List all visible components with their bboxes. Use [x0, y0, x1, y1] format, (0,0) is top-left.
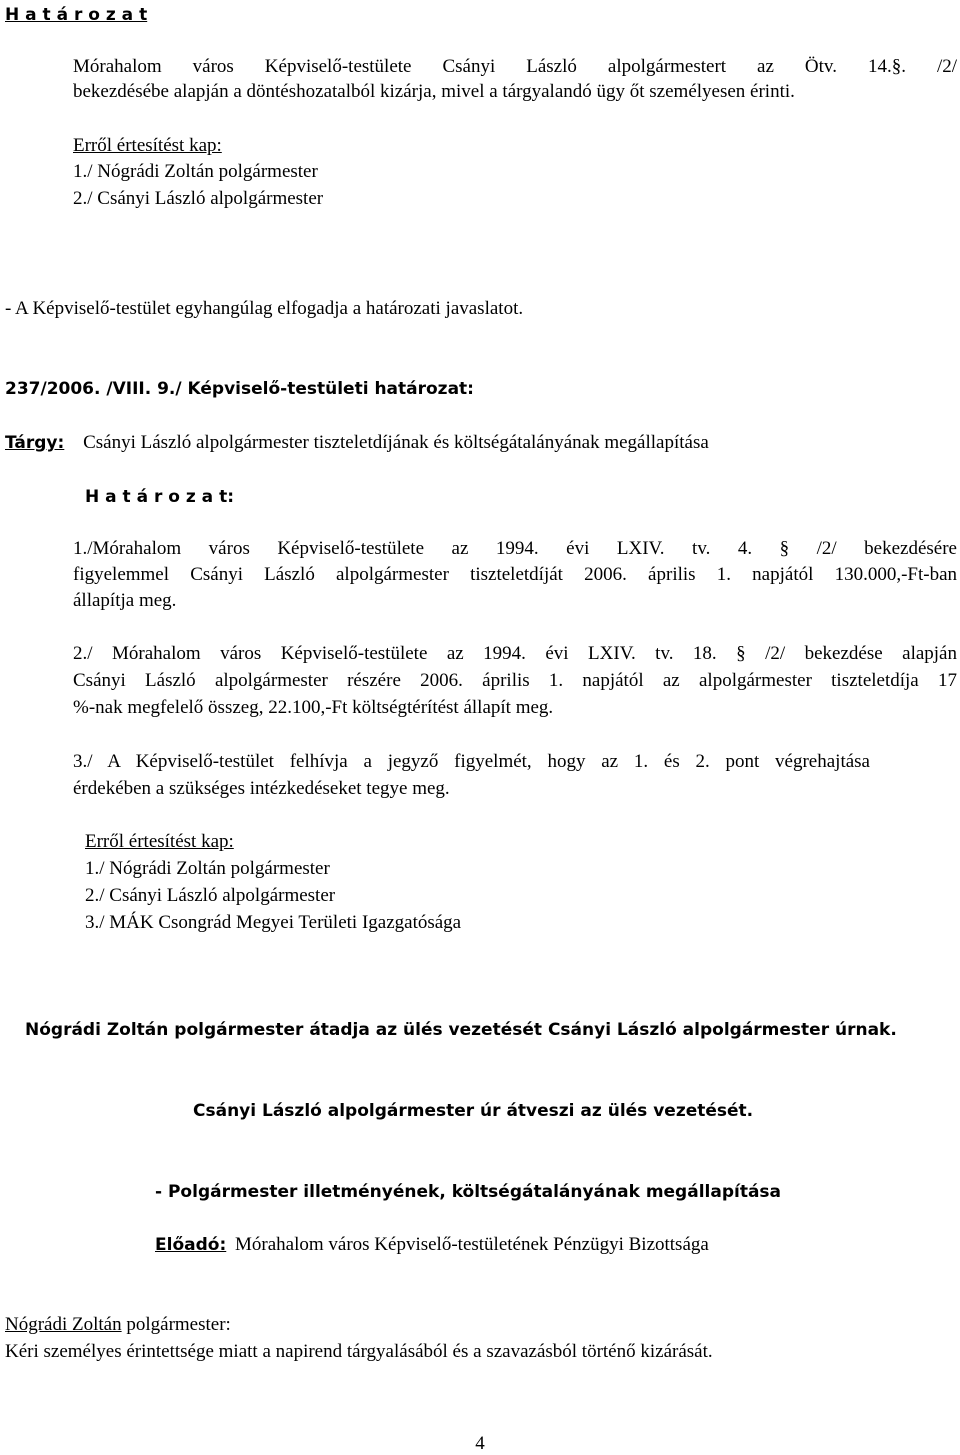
- top-heading: H a t á r o z a t: [5, 5, 148, 25]
- presenter-label: Előadó:: [155, 1235, 227, 1255]
- speaker-role: polgármester:: [126, 1314, 231, 1335]
- para1-line2: bekezdésébe alapján a döntéshozatalból kizárja, mivel a tárgyalandó ügy őt személyesen érinti.: [73, 81, 795, 102]
- res-p1-line1: 1./Mórahalom város Képviselő-testülete az 1994. évi LXIV. tv. 4. § /2/ bekezdésére: [73, 538, 957, 559]
- res-p1-line3: állapítja meg.: [73, 590, 177, 611]
- subject-row: [5, 431, 709, 455]
- notify2-item-1: 1./ Nógrádi Zoltán polgármester: [85, 858, 330, 879]
- notify2-item-3: 3./ MÁK Csongrád Megyei Területi Igazgatósága: [85, 912, 462, 933]
- res-p2-line2: Csányi László alpolgármester részére 2006. április 1. napjától az alpolgármester tiszteletdíja 17: [73, 670, 957, 691]
- subject-text: Csányi László alpolgármester tiszteletdíjának és költségátalányának megállapítása: [83, 432, 709, 453]
- res-p2-line1: 2./ Mórahalom város Képviselő-testülete az 1994. évi LXIV. tv. 18. § /2/ bekezdése alapján: [73, 643, 957, 664]
- page-number: 4: [475, 1433, 485, 1454]
- notify1-label: Erről értesítést kap:: [73, 135, 222, 156]
- handover-line: Nógrádi Zoltán polgármester átadja az ülés vezetését Csányi László alpolgármester úrnak.: [25, 1020, 897, 1040]
- agenda-title: - Polgármester illetményének, költségátalányának megállapítása: [155, 1182, 782, 1202]
- notify1-item-1: 1./ Nógrádi Zoltán polgármester: [73, 161, 318, 182]
- resolution-number: 237/2006. /VIII. 9./ Képviselő-testületi határozat:: [5, 379, 474, 399]
- notify2-label: Erről értesítést kap:: [85, 831, 234, 852]
- vote-line: - A Képviselő-testület egyhangúlag elfogadja a határozati javaslatot.: [5, 298, 524, 319]
- speaker-text: Kéri személyes érintettsége miatt a napirend tárgyalásából és a szavazásból történő kizárását.: [5, 1341, 713, 1362]
- res-p3-line1: 3./ A Képviselő-testület felhívja a jegyző figyelmét, hogy az 1. és 2. pont végrehajtása: [73, 751, 870, 772]
- para1-line1: Mórahalom város Képviselő-testülete Csányi László alpolgármestert az Ötv. 14.§. /2/: [73, 56, 957, 77]
- resolution-heading: H a t á r o z a t:: [85, 487, 234, 507]
- notify1-item-2: 2./ Csányi László alpolgármester: [73, 188, 324, 209]
- speaker-name: Nógrádi Zoltán: [5, 1314, 122, 1335]
- presenter-row: [155, 1233, 709, 1257]
- res-p1-line2: figyelemmel Csányi László alpolgármester tiszteletdíját 2006. április 1. napjától 130.000,-Ft-ban: [73, 564, 957, 585]
- speaker-row: [5, 1313, 231, 1337]
- subject-label: Tárgy:: [5, 433, 65, 453]
- takeover-line: Csányi László alpolgármester úr átveszi az ülés vezetését.: [193, 1101, 754, 1121]
- res-p3-line2: érdekében a szükséges intézkedéseket tegye meg.: [73, 778, 450, 799]
- notify2-item-2: 2./ Csányi László alpolgármester: [85, 885, 336, 906]
- res-p2-line3: %-nak megfelelő összeg, 22.100,-Ft költségtérítést állapít meg.: [73, 697, 554, 718]
- presenter-text: Mórahalom város Képviselő-testületének Pénzügyi Bizottsága: [235, 1234, 709, 1255]
